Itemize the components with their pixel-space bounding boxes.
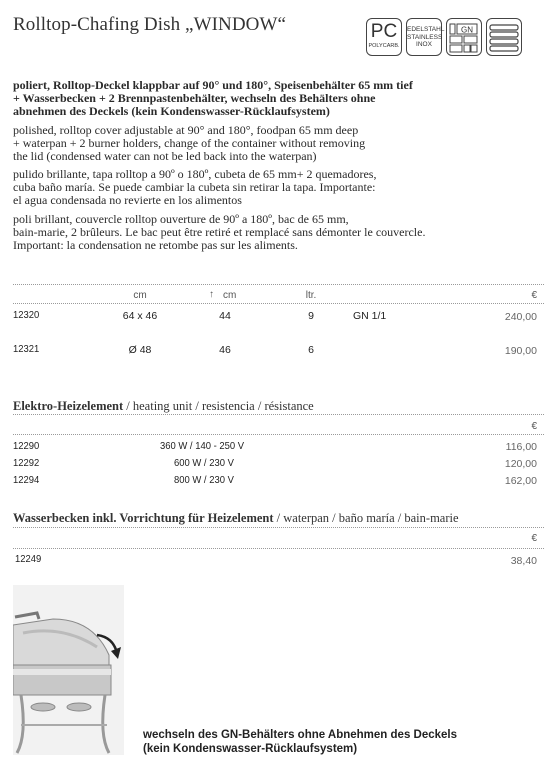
article-code: 12249 — [15, 553, 42, 565]
description-french — [13, 213, 533, 252]
caption-line: wechseln des GN-Behälters ohne Abnehmen des Deckels — [143, 729, 458, 741]
description-es-line: cuba baño maría. Se puede cambiar la cubeta sin retirar la tapa. Importante: — [13, 180, 376, 194]
steel-badge-line1: EDELSTAHL — [407, 26, 445, 33]
heating-title-rest: / heating unit / resistencia / résistance — [123, 399, 314, 413]
size-column-header: cm — [133, 290, 147, 301]
waterpan-title-rest: / waterpan / baño maría / bain-marie — [273, 511, 459, 525]
steel-badge-line2: STAINLESS — [407, 33, 443, 41]
divider — [13, 303, 544, 304]
pc-badge-label: PC — [370, 21, 398, 42]
divider — [13, 414, 544, 415]
stackable-badge — [486, 18, 522, 56]
price-cell: 38,40 — [510, 555, 537, 567]
price-cell: 116,00 — [505, 441, 537, 453]
description-es-line: el agua condensada no revierte en los alimentos — [13, 193, 242, 207]
divider — [13, 548, 544, 549]
volume-column-header: ltr. — [305, 290, 317, 301]
waterpan-section-title — [13, 511, 459, 526]
article-code: 12290 — [13, 440, 40, 452]
price-cell: 190,00 — [504, 345, 537, 357]
description-de-line: abnehmen des Deckels (kein Kondenswasser-Rücklaufsystem) — [13, 104, 330, 118]
divider — [13, 527, 544, 528]
material-badges — [366, 18, 522, 56]
gn-cell: GN 1/1 — [353, 310, 387, 322]
pc-badge-sub: POLYCARB. — [368, 43, 400, 49]
spec-cell: 360 W / 140 - 250 V — [160, 440, 245, 452]
description-en-line: + waterpan + 2 burner holders, change of the container without removing — [13, 136, 366, 150]
size-cell: 64 x 46 — [122, 310, 158, 322]
gastronorm-grid-icon — [449, 22, 479, 54]
spec-cell: 800 W / 230 V — [174, 474, 234, 486]
height-cell: 46 — [219, 344, 231, 356]
size-cell: Ø 48 — [128, 344, 152, 356]
caption-line: (kein Kondenswasser-Rücklaufsystem) — [143, 743, 358, 755]
article-code: 12321 — [13, 343, 40, 355]
description-en-line: the lid (condensed water can not be led back into the waterpan) — [13, 149, 317, 163]
price-cell: 240,00 — [504, 311, 537, 323]
price-cell: 162,00 — [504, 475, 537, 487]
price-column-header: € — [531, 290, 537, 301]
description-fr-line: poli brillant, couvercle rolltop ouverture de 90º a 180º, bac de 65 mm, — [13, 212, 349, 226]
gn-badge-label: GN — [461, 25, 473, 35]
price-cell: 120,00 — [504, 458, 537, 470]
product-photo — [13, 585, 124, 755]
description-german — [13, 79, 533, 118]
price-column-header: € — [531, 533, 537, 544]
article-code: 12292 — [13, 457, 40, 469]
description-fr-line: Important: la condensation ne retombe pas sur les aliments. — [13, 238, 298, 252]
spec-cell: 600 W / 230 V — [174, 457, 234, 469]
divider — [13, 284, 544, 285]
description-english — [13, 124, 533, 163]
price-column-header: € — [531, 421, 537, 432]
description-fr-line: bain-marie, 2 brûleurs. Le bac peut être retiré et remplacé sans démonter le couvercle. — [13, 225, 426, 239]
article-code: 12294 — [13, 474, 40, 486]
chafing-dish-illustration — [13, 585, 124, 755]
steel-badge-line3: INOX — [416, 41, 432, 48]
stacked-pans-icon — [488, 22, 520, 54]
polycarbonate-badge — [366, 18, 402, 56]
volume-cell: 9 — [308, 310, 314, 322]
height-column-header: cm — [223, 290, 237, 301]
description-spanish — [13, 168, 533, 207]
volume-cell: 6 — [308, 344, 314, 356]
description-de-line: poliert, Rolltop-Deckel klappbar auf 90° und 180°, Speisenbehälter 65 mm tief — [13, 78, 413, 92]
photo-caption — [143, 728, 457, 756]
stainless-steel-badge — [406, 18, 445, 56]
article-code: 12320 — [13, 309, 40, 321]
divider — [13, 434, 544, 435]
description-en-line: polished, rolltop cover adjustable at 90° and 180°, foodpan 65 mm deep — [13, 123, 359, 137]
description-de-line: + Wasserbecken + 2 Brennpastenbehälter, wechseln des Behälters ohne — [13, 91, 376, 105]
waterpan-title-bold: Wasserbecken inkl. Vorrichtung für Heizelement — [13, 511, 274, 525]
height-arrow-icon: ↑ — [209, 289, 214, 300]
gastronorm-badge — [446, 18, 482, 56]
heating-section-title — [13, 399, 314, 414]
description-es-line: pulido brillante, tapa rolltop a 90º o 180º, cubeta de 65 mm+ 2 quemadores, — [13, 167, 377, 181]
heating-title-bold: Elektro-Heizelement — [13, 399, 124, 413]
height-cell: 44 — [219, 310, 231, 322]
product-title: Rolltop-Chafing Dish „WINDOW“ — [13, 14, 287, 35]
